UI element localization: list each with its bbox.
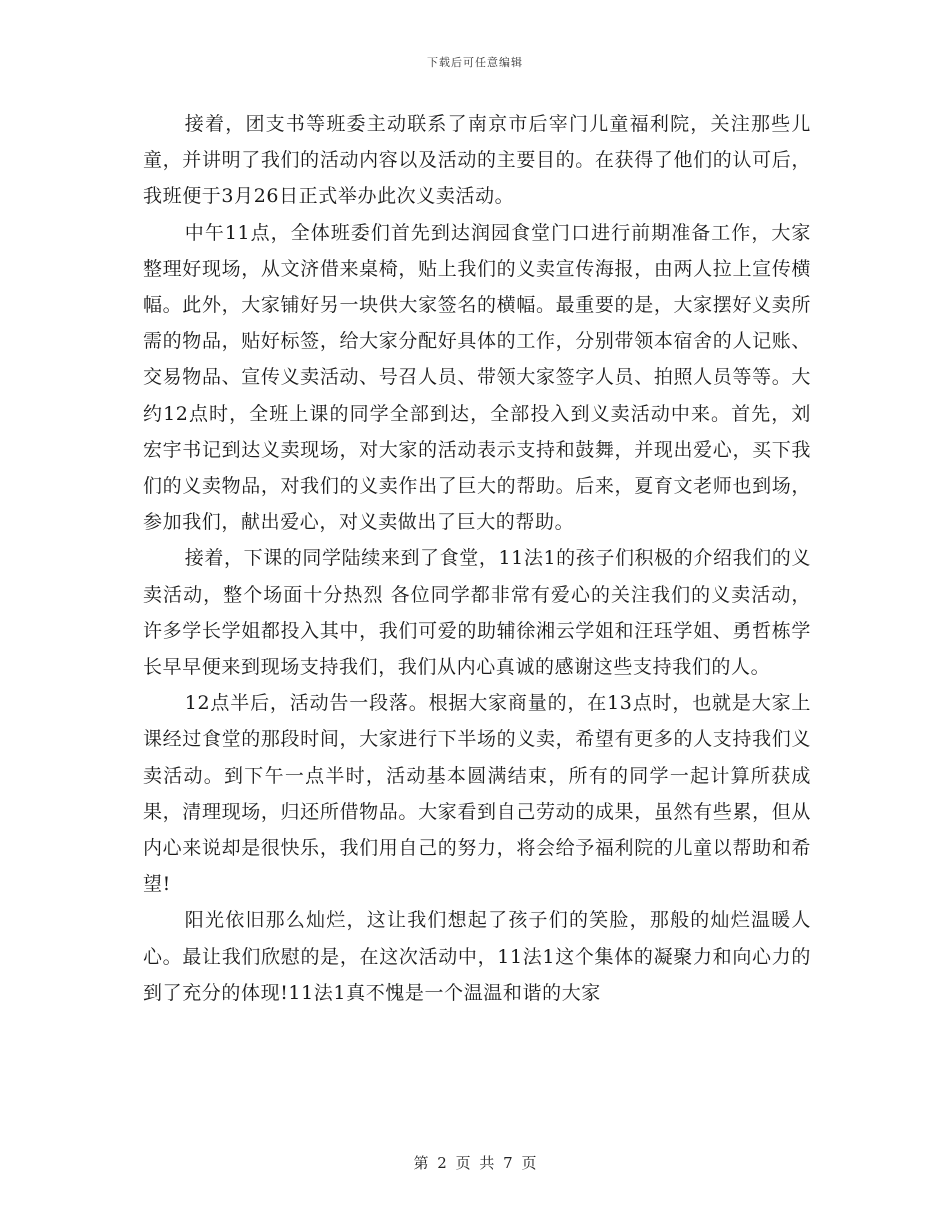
page-number-footer: 第 2 页 共 7 页 [413,1154,537,1172]
paragraph-2: 中午11点，全体班委们首先到达润园食堂门口进行前期准备工作，大家整理好现场，从文济借来桌椅，贴上我们的义卖宣传海报，由两人拉上宣传横幅。此外，大家铺好另一块供大家签名的横幅。最重要的是，大家摆好义卖所需的物品，贴好标签，给大家分配好具体的工作，分别带领本宿舍的人记账、交易物品、宣传义卖活动、号召人员、带领大家签字人员、拍照人员等等。大约12点时，全班上课的同学全部到达，全部投入到义卖活动中来。首先，刘宏宇书记到达义卖现场，对大家的活动表示支持和鼓舞，并现出爱心，买下我们的义卖物品，对我们的义卖作出了巨大的帮助。后来，夏育文老师也到场，参加我们，献出爱心，对义卖做出了巨大的帮助。 [143,221,811,534]
page-header: 下载后可任意编辑 [427,56,523,69]
paragraph-5: 阳光依旧那么灿烂，这让我们想起了孩子们的笑脸，那般的灿烂温暖人心。最让我们欣慰的是，在这次活动中，11法1这个集体的凝聚力和向心力的到了充分的体现!11法1真不愧是一个温温和谐的大家 [143,909,811,1004]
paragraph-3: 接着，下课的同学陆续来到了食堂，11法1的孩子们积极的介绍我们的义卖活动，整个场面十分热烈 各位同学都非常有爱心的关注我们的义卖活动，许多学长学姐都投入其中，我们可爱的助辅徐湘云学姐和汪珏学姐、勇哲栋学长早早便来到现场支持我们，我们从内心真诚的感谢这些支持我们的人。 [143,547,811,679]
paragraph-1: 接着，团支书等班委主动联系了南京市后宰门儿童福利院，关注那些儿童，并讲明了我们的活动内容以及活动的主要目的。在获得了他们的认可后，我班便于3月26日正式举办此次义卖活动。 [143,113,811,208]
document-body [143,106,811,1011]
paragraph-4: 12点半后，活动告一段落。根据大家商量的，在13点时，也就是大家上课经过食堂的那段时间，大家进行下半场的义卖，希望有更多的人支持我们义卖活动。到下午一点半时，活动基本圆满结束，所有的同学一起计算所获成果，清理现场，归还所借物品。大家看到自己劳动的成果，虽然有些累，但从内心来说却是很快乐，我们用自己的努力，将会给予福利院的儿童以帮助和希望! [143,692,811,896]
